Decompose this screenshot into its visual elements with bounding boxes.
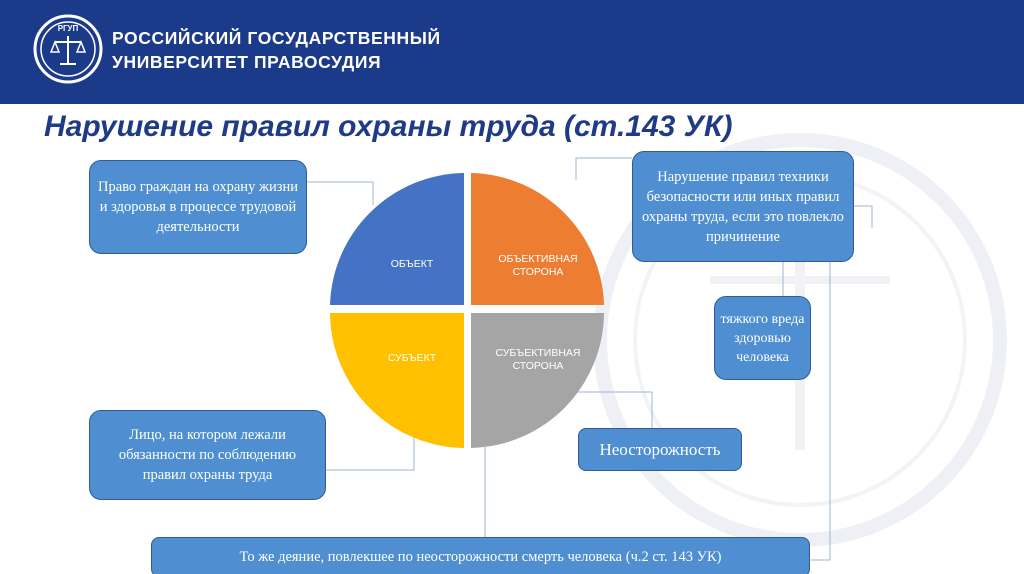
segment-subjective-side-label: СУБЪЕКТИВНАЯ СТОРОНА xyxy=(495,347,581,372)
segment-objective-side xyxy=(471,173,604,305)
segment-object-label: ОБЪЕКТ xyxy=(390,258,434,270)
harm-consequence-text: тяжкого вреда здоровью человека xyxy=(720,311,805,365)
slide-title: Нарушение правил охраны труда (ст.143 УК) xyxy=(44,110,733,143)
subject-description-text: Лицо, на котором лежали обязанности по соблюдению правил охраны труда xyxy=(118,427,297,483)
university-name-line1: РОССИЙСКИЙ ГОСУДАРСТВЕННЫЙ xyxy=(112,28,441,48)
segment-object xyxy=(330,173,464,309)
subjective-side-description-text: Неосторожность xyxy=(599,439,721,459)
segment-subject-label: СУБЪЕКТ xyxy=(387,352,437,364)
subject-description-box xyxy=(89,410,326,500)
object-description-box xyxy=(89,160,307,254)
subjective-side-description-box xyxy=(578,428,742,471)
qualified-offense-box xyxy=(151,537,810,574)
logo-text: РГУП xyxy=(57,24,79,33)
objective-side-description-text: Нарушение правил техники безопасности или иных правил охраны труда, если это повлекло причинение xyxy=(642,168,844,245)
objective-side-description-box xyxy=(632,151,854,262)
harm-consequence-box xyxy=(714,296,811,380)
university-name-line2: УНИВЕРСИТЕТ ПРАВОСУДИЯ xyxy=(112,52,382,72)
qualified-offense-text: То же деяние, повлекшее по неосторожности смерть человека (ч.2 ст. 143 УК) xyxy=(239,548,722,565)
segment-subject xyxy=(330,313,464,448)
object-description-text: Право граждан на охрану жизни и здоровья в процессе трудовой деятельности xyxy=(98,179,298,235)
segment-objective-side-label: ОБЪЕКТИВНАЯ СТОРОНА xyxy=(498,253,578,278)
